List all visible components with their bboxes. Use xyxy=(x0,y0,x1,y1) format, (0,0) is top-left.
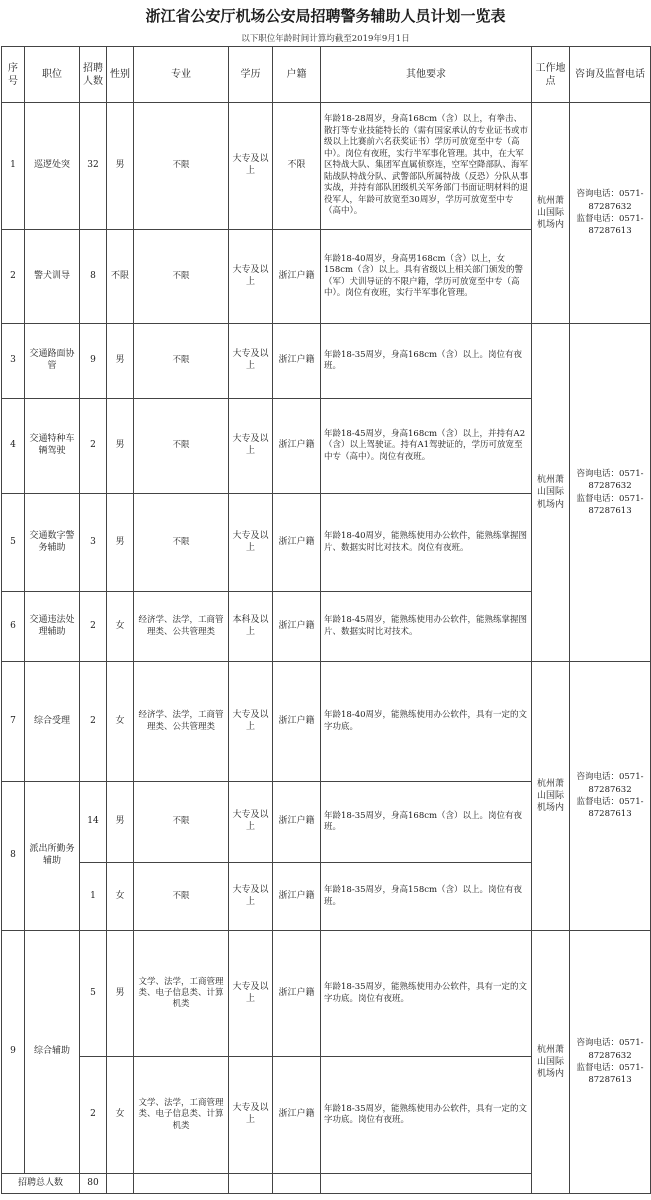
cell-requirements: 年龄18-28周岁，身高168cm（含）以上，有拳击、散打等专业技能特长的（需有国家承认的专业证书或市级以上比赛前六名获奖证书）学历可放宽至中专（高中）。岗位有夜班，实行半军事化管理。其中，在大军区特战大队、集团军直属侦察连，空军空降部队、海军陆战队特战分队、武警部队所属特战（反恐）分队从事实战，并持有部队团级机关军务部门书面证明材料的退役军人，年龄可放宽至30周岁，学历可放宽至中专（高中）。 xyxy=(321,103,532,230)
header-seq: 序号 xyxy=(2,47,25,103)
cell-position: 派出所勤务辅助 xyxy=(25,782,80,931)
cell-contact xyxy=(570,324,651,662)
cell-education: 大专及以上 xyxy=(229,399,273,494)
cell-count: 2 xyxy=(80,399,107,494)
cell-major: 文学、法学，工商管理类、电子信息类、计算机类 xyxy=(134,1057,229,1174)
recruitment-table xyxy=(1,46,651,1194)
cell-position: 警犬训导 xyxy=(25,230,80,324)
header-gender: 性别 xyxy=(107,47,134,103)
table-row xyxy=(2,103,651,230)
cell-hukou: 浙江户籍 xyxy=(273,662,321,782)
cell-count: 1 xyxy=(80,863,107,931)
total-value: 80 xyxy=(80,1174,107,1194)
total-label: 招聘总人数 xyxy=(2,1174,80,1194)
cell-gender: 不限 xyxy=(107,230,134,324)
cell-major: 不限 xyxy=(134,324,229,399)
cell-education: 大专及以上 xyxy=(229,103,273,230)
cell-requirements: 年龄18-35周岁，身高168cm（含）以上。岗位有夜班。 xyxy=(321,324,532,399)
cell-requirements: 年龄18-35周岁，能熟练使用办公软件，具有一定的文字功底。岗位有夜班。 xyxy=(321,931,532,1057)
cell-count: 32 xyxy=(80,103,107,230)
cell-major: 文学、法学，工商管理类、电子信息类、计算机类 xyxy=(134,931,229,1057)
date-note: 以下职位年龄时间计算均截至2019年9月1日 xyxy=(241,34,410,44)
supervise-phone: 监督电话：0571-87287613 xyxy=(576,1063,644,1086)
cell-count: 2 xyxy=(80,1057,107,1174)
total-empty xyxy=(229,1174,273,1194)
cell-requirements: 年龄18-40周岁，身高男168cm（含）以上，女158cm（含）以上。具有省级以上相关部门颁发的警（军）犬训导证的不限户籍，学历可放宽至中专（高中）。岗位有夜班，实行半军事化管理。 xyxy=(321,230,532,324)
cell-requirements: 年龄18-40周岁，能熟练使用办公软件，能熟练掌握图片、数据实时比对技术。岗位有夜班。 xyxy=(321,494,532,592)
cell-seq: 4 xyxy=(2,399,25,494)
cell-seq: 9 xyxy=(2,931,25,1174)
header-location: 工作地点 xyxy=(532,47,570,103)
cell-requirements: 年龄18-45周岁，身高168cm（含）以上，并持有A2（含）以上驾驶证。持有A1驾驶证的，学历可放宽至中专（高中）。岗位有夜班。 xyxy=(321,399,532,494)
cell-hukou: 浙江户籍 xyxy=(273,782,321,863)
header-requirements: 其他要求 xyxy=(321,47,532,103)
cell-count: 14 xyxy=(80,782,107,863)
cell-gender: 女 xyxy=(107,662,134,782)
cell-seq: 3 xyxy=(2,324,25,399)
cell-hukou: 浙江户籍 xyxy=(273,324,321,399)
cell-hukou: 浙江户籍 xyxy=(273,592,321,662)
cell-location: 杭州萧山国际机场内 xyxy=(532,931,570,1194)
consult-phone: 咨询电话：0571-87287632 xyxy=(576,189,644,212)
cell-requirements: 年龄18-35周岁，身高158cm（含）以上。岗位有夜班。 xyxy=(321,863,532,931)
consult-phone: 咨询电话：0571-87287632 xyxy=(576,772,644,795)
header-hukou: 户籍 xyxy=(273,47,321,103)
cell-hukou: 浙江户籍 xyxy=(273,1057,321,1174)
cell-seq: 5 xyxy=(2,494,25,592)
cell-contact xyxy=(570,662,651,931)
cell-major: 不限 xyxy=(134,494,229,592)
cell-hukou: 浙江户籍 xyxy=(273,494,321,592)
header-position: 职位 xyxy=(25,47,80,103)
cell-hukou: 不限 xyxy=(273,103,321,230)
cell-major: 经济学、法学，工商管理类、公共管理类 xyxy=(134,592,229,662)
cell-gender: 女 xyxy=(107,592,134,662)
header-contact: 咨询及监督电话 xyxy=(570,47,651,103)
cell-location: 杭州萧山国际机场内 xyxy=(532,662,570,931)
table-row xyxy=(2,662,651,782)
cell-major: 不限 xyxy=(134,399,229,494)
cell-position: 综合受理 xyxy=(25,662,80,782)
cell-hukou: 浙江户籍 xyxy=(273,230,321,324)
cell-requirements: 年龄18-45周岁，能熟练使用办公软件，能熟练掌握图片、数据实时比对技术。 xyxy=(321,592,532,662)
cell-major: 不限 xyxy=(134,230,229,324)
cell-major: 不限 xyxy=(134,863,229,931)
page-title: 浙江省公安厅机场公安局招聘警务辅助人员计划一览表 xyxy=(145,7,506,25)
cell-education: 大专及以上 xyxy=(229,662,273,782)
cell-position: 交通特种车辆驾驶 xyxy=(25,399,80,494)
table-row xyxy=(2,324,651,399)
cell-education: 本科及以上 xyxy=(229,592,273,662)
consult-phone: 咨询电话：0571-87287632 xyxy=(576,468,644,492)
cell-count: 2 xyxy=(80,662,107,782)
cell-seq: 1 xyxy=(2,103,25,230)
cell-contact xyxy=(570,931,651,1194)
cell-seq: 7 xyxy=(2,662,25,782)
cell-gender: 男 xyxy=(107,324,134,399)
total-empty xyxy=(321,1174,532,1194)
cell-location: 杭州萧山国际机场内 xyxy=(532,103,570,324)
header-education: 学历 xyxy=(229,47,273,103)
cell-contact xyxy=(570,103,651,324)
total-empty xyxy=(107,1174,134,1194)
cell-education: 大专及以上 xyxy=(229,931,273,1057)
total-empty xyxy=(134,1174,229,1194)
cell-hukou: 浙江户籍 xyxy=(273,399,321,494)
cell-seq: 6 xyxy=(2,592,25,662)
cell-requirements: 年龄18-40周岁，能熟练使用办公软件，具有一定的文字功底。 xyxy=(321,662,532,782)
cell-seq: 2 xyxy=(2,230,25,324)
supervise-phone: 监督电话：0571-87287613 xyxy=(576,214,644,237)
consult-phone: 咨询电话：0571-87287632 xyxy=(576,1038,644,1061)
cell-gender: 男 xyxy=(107,399,134,494)
cell-education: 大专及以上 xyxy=(229,863,273,931)
cell-count: 5 xyxy=(80,931,107,1057)
cell-requirements: 年龄18-35周岁，身高168cm（含）以上。岗位有夜班。 xyxy=(321,782,532,863)
cell-position: 交通路面协管 xyxy=(25,324,80,399)
cell-education: 大专及以上 xyxy=(229,1057,273,1174)
supervise-phone: 监督电话：0571-87287613 xyxy=(576,797,644,820)
cell-education: 大专及以上 xyxy=(229,782,273,863)
cell-gender: 女 xyxy=(107,1057,134,1174)
header-row xyxy=(2,47,651,103)
cell-requirements: 年龄18-35周岁，能熟练使用办公软件，具有一定的文字功底。岗位有夜班。 xyxy=(321,1057,532,1174)
cell-education: 大专及以上 xyxy=(229,494,273,592)
cell-gender: 男 xyxy=(107,782,134,863)
supervise-phone: 监督电话：0571-87287613 xyxy=(576,493,644,516)
cell-position: 交通违法处理辅助 xyxy=(25,592,80,662)
total-empty xyxy=(273,1174,321,1194)
cell-major: 不限 xyxy=(134,103,229,230)
cell-education: 大专及以上 xyxy=(229,230,273,324)
cell-count: 9 xyxy=(80,324,107,399)
cell-hukou: 浙江户籍 xyxy=(273,931,321,1057)
header-major: 专业 xyxy=(134,47,229,103)
cell-gender: 女 xyxy=(107,863,134,931)
cell-count: 2 xyxy=(80,592,107,662)
cell-position: 巡逻处突 xyxy=(25,103,80,230)
cell-position: 综合辅助 xyxy=(25,931,80,1174)
cell-count: 3 xyxy=(80,494,107,592)
cell-seq: 8 xyxy=(2,782,25,931)
table-row xyxy=(2,931,651,1057)
cell-location: 杭州萧山国际机场内 xyxy=(532,324,570,662)
cell-education: 大专及以上 xyxy=(229,324,273,399)
header-count: 招聘人数 xyxy=(80,47,107,103)
cell-gender: 男 xyxy=(107,931,134,1057)
cell-gender: 男 xyxy=(107,103,134,230)
cell-count: 8 xyxy=(80,230,107,324)
cell-position: 交通数字警务辅助 xyxy=(25,494,80,592)
cell-major: 不限 xyxy=(134,782,229,863)
cell-gender: 男 xyxy=(107,494,134,592)
cell-major: 经济学、法学，工商管理类、公共管理类 xyxy=(134,662,229,782)
cell-hukou: 浙江户籍 xyxy=(273,863,321,931)
